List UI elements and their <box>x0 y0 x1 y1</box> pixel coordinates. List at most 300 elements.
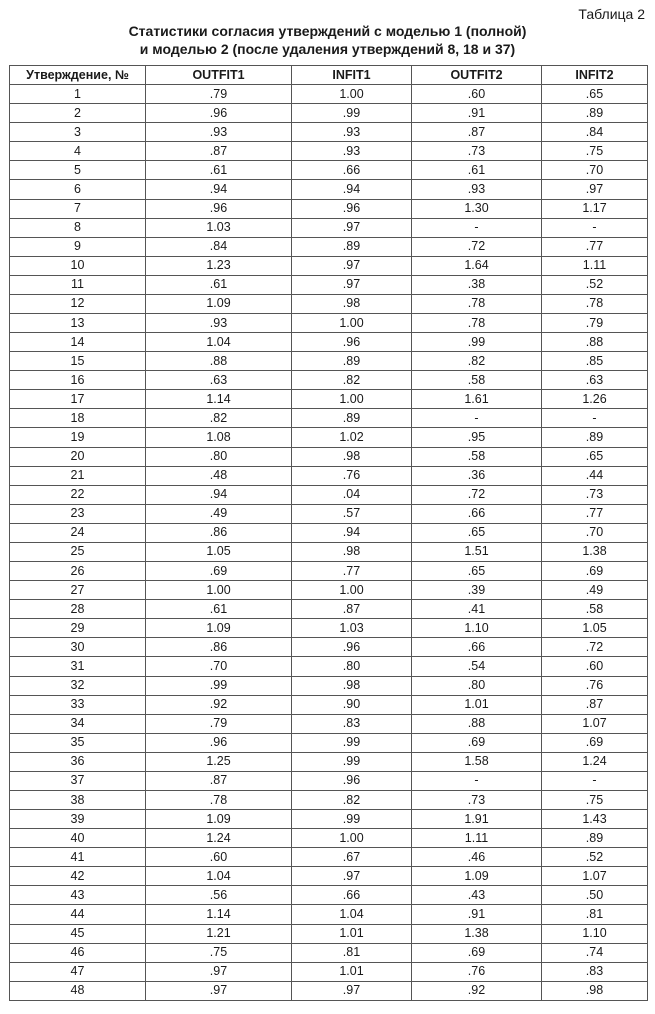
cell-outfit2: .69 <box>412 943 542 962</box>
cell-infit2: 1.07 <box>542 714 648 733</box>
cell-outfit1: .79 <box>146 714 292 733</box>
cell-item-number: 29 <box>10 619 146 638</box>
cell-outfit2: 1.91 <box>412 810 542 829</box>
cell-item-number: 27 <box>10 581 146 600</box>
cell-item-number: 28 <box>10 600 146 619</box>
table-row <box>10 714 648 733</box>
cell-infit1: .89 <box>292 409 412 428</box>
cell-infit2: .77 <box>542 504 648 523</box>
cell-item-number: 35 <box>10 733 146 752</box>
cell-outfit2: .36 <box>412 466 542 485</box>
cell-outfit1: 1.09 <box>146 294 292 313</box>
cell-outfit2: .87 <box>412 123 542 142</box>
cell-item-number: 24 <box>10 523 146 542</box>
cell-outfit2: 1.61 <box>412 390 542 409</box>
column-header-infit1: INFIT1 <box>292 66 412 85</box>
table-row <box>10 256 648 275</box>
cell-infit2: 1.26 <box>542 390 648 409</box>
cell-infit2: .69 <box>542 562 648 581</box>
cell-outfit2: .95 <box>412 428 542 447</box>
column-header-outfit2: OUTFIT2 <box>412 66 542 85</box>
cell-infit1: .76 <box>292 466 412 485</box>
cell-outfit1: .97 <box>146 981 292 1000</box>
cell-infit2: 1.05 <box>542 619 648 638</box>
cell-outfit2: 1.30 <box>412 199 542 218</box>
table-row <box>10 333 648 352</box>
table-row <box>10 104 648 123</box>
cell-outfit1: 1.04 <box>146 333 292 352</box>
cell-outfit2: 1.09 <box>412 867 542 886</box>
cell-item-number: 43 <box>10 886 146 905</box>
cell-infit1: .97 <box>292 867 412 886</box>
cell-infit1: .67 <box>292 848 412 867</box>
cell-infit1: .98 <box>292 676 412 695</box>
cell-outfit2: .78 <box>412 294 542 313</box>
cell-outfit1: .86 <box>146 523 292 542</box>
cell-infit1: .89 <box>292 352 412 371</box>
cell-outfit1: .63 <box>146 371 292 390</box>
cell-infit1: .87 <box>292 600 412 619</box>
cell-outfit1: .48 <box>146 466 292 485</box>
cell-infit2: 1.17 <box>542 199 648 218</box>
cell-infit2: .73 <box>542 485 648 504</box>
cell-outfit1: .88 <box>146 352 292 371</box>
cell-item-number: 34 <box>10 714 146 733</box>
cell-outfit2: .41 <box>412 600 542 619</box>
cell-infit2: .81 <box>542 905 648 924</box>
cell-infit1: 1.01 <box>292 924 412 943</box>
cell-outfit1: .75 <box>146 943 292 962</box>
table-label: Таблица 2 <box>578 6 645 22</box>
table-row <box>10 924 648 943</box>
table-row <box>10 562 648 581</box>
cell-infit2: .69 <box>542 733 648 752</box>
cell-outfit1: .49 <box>146 504 292 523</box>
table-row <box>10 981 648 1000</box>
cell-item-number: 46 <box>10 943 146 962</box>
cell-infit1: 1.04 <box>292 905 412 924</box>
cell-outfit2: .82 <box>412 352 542 371</box>
cell-infit1: .90 <box>292 695 412 714</box>
cell-infit1: .96 <box>292 333 412 352</box>
cell-outfit2: .66 <box>412 638 542 657</box>
cell-outfit2: .72 <box>412 237 542 256</box>
table-row <box>10 867 648 886</box>
table-row <box>10 810 648 829</box>
cell-infit1: .94 <box>292 523 412 542</box>
cell-infit2: 1.24 <box>542 752 648 771</box>
table-row <box>10 466 648 485</box>
cell-infit1: .98 <box>292 294 412 313</box>
cell-item-number: 37 <box>10 771 146 790</box>
cell-infit2: 1.07 <box>542 867 648 886</box>
cell-infit1: .82 <box>292 371 412 390</box>
cell-outfit2: 1.11 <box>412 829 542 848</box>
cell-item-number: 8 <box>10 218 146 237</box>
cell-item-number: 45 <box>10 924 146 943</box>
cell-infit2: .89 <box>542 428 648 447</box>
table-title <box>0 22 655 58</box>
table-row <box>10 905 648 924</box>
table-row <box>10 657 648 676</box>
cell-outfit2: .72 <box>412 485 542 504</box>
cell-outfit1: .60 <box>146 848 292 867</box>
cell-infit2: .78 <box>542 294 648 313</box>
cell-outfit2: .91 <box>412 104 542 123</box>
cell-infit2: .83 <box>542 962 648 981</box>
table-row <box>10 199 648 218</box>
cell-infit1: .98 <box>292 542 412 561</box>
cell-outfit2: .93 <box>412 180 542 199</box>
cell-item-number: 20 <box>10 447 146 466</box>
cell-outfit1: .86 <box>146 638 292 657</box>
cell-outfit1: .87 <box>146 771 292 790</box>
cell-item-number: 30 <box>10 638 146 657</box>
cell-infit1: .97 <box>292 981 412 1000</box>
cell-item-number: 47 <box>10 962 146 981</box>
cell-outfit1: .80 <box>146 447 292 466</box>
cell-infit1: .57 <box>292 504 412 523</box>
cell-outfit2: .58 <box>412 447 542 466</box>
cell-outfit2: .60 <box>412 85 542 104</box>
cell-infit1: 1.00 <box>292 390 412 409</box>
table-row <box>10 180 648 199</box>
cell-item-number: 32 <box>10 676 146 695</box>
cell-infit2: 1.43 <box>542 810 648 829</box>
cell-item-number: 1 <box>10 85 146 104</box>
cell-outfit2: 1.38 <box>412 924 542 943</box>
table-row <box>10 600 648 619</box>
cell-outfit1: 1.09 <box>146 619 292 638</box>
cell-outfit2: .65 <box>412 562 542 581</box>
cell-infit2: .75 <box>542 142 648 161</box>
cell-outfit2: .61 <box>412 161 542 180</box>
cell-item-number: 6 <box>10 180 146 199</box>
cell-infit1: .96 <box>292 638 412 657</box>
header-row <box>10 66 648 85</box>
cell-outfit2: .76 <box>412 962 542 981</box>
cell-item-number: 2 <box>10 104 146 123</box>
cell-item-number: 12 <box>10 294 146 313</box>
cell-outfit1: 1.04 <box>146 867 292 886</box>
table-row <box>10 695 648 714</box>
cell-outfit2: .38 <box>412 275 542 294</box>
cell-item-number: 33 <box>10 695 146 714</box>
cell-outfit1: 1.23 <box>146 256 292 275</box>
cell-item-number: 22 <box>10 485 146 504</box>
cell-infit2: .58 <box>542 600 648 619</box>
title-line-2: и моделью 2 (после удаления утверждений 8, 18 и 37) <box>139 41 516 57</box>
cell-item-number: 48 <box>10 981 146 1000</box>
cell-outfit2: .80 <box>412 676 542 695</box>
table-row <box>10 123 648 142</box>
cell-outfit1: .56 <box>146 886 292 905</box>
cell-outfit1: .96 <box>146 733 292 752</box>
cell-outfit2: .54 <box>412 657 542 676</box>
cell-infit1: .93 <box>292 123 412 142</box>
cell-outfit1: .92 <box>146 695 292 714</box>
cell-infit2: .65 <box>542 85 648 104</box>
table-row <box>10 504 648 523</box>
table-row <box>10 676 648 695</box>
cell-infit1: .99 <box>292 104 412 123</box>
cell-outfit1: .79 <box>146 85 292 104</box>
cell-infit2: .85 <box>542 352 648 371</box>
table-row <box>10 943 648 962</box>
cell-infit1: 1.02 <box>292 428 412 447</box>
table-row <box>10 733 648 752</box>
table-row <box>10 581 648 600</box>
cell-item-number: 41 <box>10 848 146 867</box>
cell-item-number: 14 <box>10 333 146 352</box>
table-row <box>10 218 648 237</box>
cell-infit1: .97 <box>292 275 412 294</box>
cell-outfit2: 1.64 <box>412 256 542 275</box>
cell-outfit1: .82 <box>146 409 292 428</box>
cell-outfit1: .97 <box>146 962 292 981</box>
table-row <box>10 523 648 542</box>
cell-outfit1: 1.08 <box>146 428 292 447</box>
cell-item-number: 40 <box>10 829 146 848</box>
cell-item-number: 25 <box>10 542 146 561</box>
cell-infit2: .70 <box>542 523 648 542</box>
cell-infit2: .77 <box>542 237 648 256</box>
cell-infit1: .99 <box>292 733 412 752</box>
cell-infit2: .52 <box>542 275 648 294</box>
cell-infit1: .66 <box>292 886 412 905</box>
cell-outfit2: 1.01 <box>412 695 542 714</box>
cell-infit2: 1.10 <box>542 924 648 943</box>
cell-outfit1: 1.09 <box>146 810 292 829</box>
cell-item-number: 7 <box>10 199 146 218</box>
cell-infit2: .65 <box>542 447 648 466</box>
cell-item-number: 10 <box>10 256 146 275</box>
column-header-item: Утверждение, № <box>10 66 146 85</box>
cell-infit1: .93 <box>292 142 412 161</box>
cell-infit2: .79 <box>542 314 648 333</box>
cell-item-number: 3 <box>10 123 146 142</box>
cell-infit1: .04 <box>292 485 412 504</box>
table-row <box>10 85 648 104</box>
cell-outfit2: .46 <box>412 848 542 867</box>
cell-item-number: 11 <box>10 275 146 294</box>
cell-infit2: 1.11 <box>542 256 648 275</box>
cell-item-number: 31 <box>10 657 146 676</box>
cell-outfit1: .87 <box>146 142 292 161</box>
cell-item-number: 5 <box>10 161 146 180</box>
cell-outfit1: 1.25 <box>146 752 292 771</box>
cell-infit1: .94 <box>292 180 412 199</box>
fit-statistics-table <box>9 65 648 1001</box>
cell-infit2: .76 <box>542 676 648 695</box>
cell-item-number: 9 <box>10 237 146 256</box>
cell-outfit1: 1.21 <box>146 924 292 943</box>
cell-infit2: .88 <box>542 333 648 352</box>
cell-infit1: 1.00 <box>292 829 412 848</box>
cell-infit2: - <box>542 771 648 790</box>
cell-infit1: .89 <box>292 237 412 256</box>
table-body <box>10 85 648 1001</box>
cell-item-number: 44 <box>10 905 146 924</box>
cell-outfit1: .96 <box>146 199 292 218</box>
cell-infit1: 1.00 <box>292 314 412 333</box>
column-header-infit2: INFIT2 <box>542 66 648 85</box>
cell-infit1: 1.03 <box>292 619 412 638</box>
cell-infit1: .82 <box>292 790 412 809</box>
cell-infit1: 1.00 <box>292 85 412 104</box>
column-header-outfit1: OUTFIT1 <box>146 66 292 85</box>
cell-infit2: .52 <box>542 848 648 867</box>
cell-infit2: - <box>542 218 648 237</box>
cell-infit1: .99 <box>292 810 412 829</box>
table-row <box>10 275 648 294</box>
cell-outfit2: 1.51 <box>412 542 542 561</box>
table-row <box>10 447 648 466</box>
table-row <box>10 962 648 981</box>
cell-infit2: .63 <box>542 371 648 390</box>
cell-outfit2: .65 <box>412 523 542 542</box>
cell-outfit2: - <box>412 409 542 428</box>
cell-infit1: .81 <box>292 943 412 962</box>
table-row <box>10 352 648 371</box>
cell-outfit2: - <box>412 771 542 790</box>
table-row <box>10 237 648 256</box>
cell-outfit1: .70 <box>146 657 292 676</box>
cell-outfit2: 1.58 <box>412 752 542 771</box>
cell-infit1: .77 <box>292 562 412 581</box>
cell-infit2: .49 <box>542 581 648 600</box>
table-row <box>10 790 648 809</box>
table-row <box>10 638 648 657</box>
cell-item-number: 4 <box>10 142 146 161</box>
table-row <box>10 771 648 790</box>
cell-outfit1: .78 <box>146 790 292 809</box>
cell-outfit1: .84 <box>146 237 292 256</box>
cell-outfit2: .88 <box>412 714 542 733</box>
cell-outfit1: 1.24 <box>146 829 292 848</box>
cell-item-number: 42 <box>10 867 146 886</box>
cell-infit2: .50 <box>542 886 648 905</box>
cell-infit1: .98 <box>292 447 412 466</box>
table-row <box>10 371 648 390</box>
cell-infit1: .80 <box>292 657 412 676</box>
cell-outfit1: 1.03 <box>146 218 292 237</box>
cell-item-number: 26 <box>10 562 146 581</box>
cell-outfit1: 1.05 <box>146 542 292 561</box>
cell-outfit2: .73 <box>412 790 542 809</box>
cell-item-number: 39 <box>10 810 146 829</box>
cell-outfit1: .93 <box>146 314 292 333</box>
cell-item-number: 16 <box>10 371 146 390</box>
cell-outfit1: .61 <box>146 600 292 619</box>
cell-outfit2: .66 <box>412 504 542 523</box>
cell-outfit1: .61 <box>146 275 292 294</box>
table-row <box>10 409 648 428</box>
cell-outfit2: .43 <box>412 886 542 905</box>
table-row <box>10 752 648 771</box>
cell-infit1: .99 <box>292 752 412 771</box>
cell-infit2: .84 <box>542 123 648 142</box>
cell-outfit2: .78 <box>412 314 542 333</box>
cell-outfit2: .99 <box>412 333 542 352</box>
table-row <box>10 142 648 161</box>
cell-infit1: .66 <box>292 161 412 180</box>
cell-infit1: 1.01 <box>292 962 412 981</box>
table-row <box>10 428 648 447</box>
cell-item-number: 17 <box>10 390 146 409</box>
cell-outfit1: .93 <box>146 123 292 142</box>
table-row <box>10 294 648 313</box>
cell-outfit2: .91 <box>412 905 542 924</box>
cell-outfit1: .94 <box>146 180 292 199</box>
cell-infit2: .74 <box>542 943 648 962</box>
cell-infit2: .70 <box>542 161 648 180</box>
cell-infit2: .72 <box>542 638 648 657</box>
cell-infit1: .96 <box>292 199 412 218</box>
cell-infit2: 1.38 <box>542 542 648 561</box>
cell-infit1: .83 <box>292 714 412 733</box>
cell-infit2: .97 <box>542 180 648 199</box>
cell-item-number: 13 <box>10 314 146 333</box>
cell-outfit1: .94 <box>146 485 292 504</box>
title-line-1: Статистики согласия утверждений с моделью 1 (полной) <box>128 23 527 39</box>
cell-outfit2: .39 <box>412 581 542 600</box>
cell-item-number: 15 <box>10 352 146 371</box>
cell-infit1: .97 <box>292 256 412 275</box>
cell-item-number: 23 <box>10 504 146 523</box>
table-row <box>10 314 648 333</box>
cell-infit2: .89 <box>542 829 648 848</box>
cell-outfit1: 1.00 <box>146 581 292 600</box>
table-row <box>10 886 648 905</box>
table-row <box>10 848 648 867</box>
cell-infit2: .44 <box>542 466 648 485</box>
cell-outfit2: .92 <box>412 981 542 1000</box>
cell-item-number: 19 <box>10 428 146 447</box>
cell-infit2: .89 <box>542 104 648 123</box>
cell-infit2: .60 <box>542 657 648 676</box>
cell-item-number: 21 <box>10 466 146 485</box>
cell-outfit1: 1.14 <box>146 905 292 924</box>
cell-outfit1: .61 <box>146 161 292 180</box>
cell-item-number: 18 <box>10 409 146 428</box>
table-row <box>10 542 648 561</box>
table-row <box>10 161 648 180</box>
cell-outfit1: .99 <box>146 676 292 695</box>
cell-infit2: .98 <box>542 981 648 1000</box>
cell-infit2: - <box>542 409 648 428</box>
table-row <box>10 485 648 504</box>
cell-outfit2: 1.10 <box>412 619 542 638</box>
cell-outfit2: .58 <box>412 371 542 390</box>
table-row <box>10 619 648 638</box>
cell-infit2: .87 <box>542 695 648 714</box>
cell-item-number: 38 <box>10 790 146 809</box>
cell-outfit2: .73 <box>412 142 542 161</box>
cell-outfit1: 1.14 <box>146 390 292 409</box>
cell-outfit2: .69 <box>412 733 542 752</box>
cell-item-number: 36 <box>10 752 146 771</box>
cell-infit2: .75 <box>542 790 648 809</box>
table-row <box>10 829 648 848</box>
cell-infit1: .96 <box>292 771 412 790</box>
cell-outfit1: .69 <box>146 562 292 581</box>
cell-outfit2: - <box>412 218 542 237</box>
cell-outfit1: .96 <box>146 104 292 123</box>
cell-infit1: 1.00 <box>292 581 412 600</box>
cell-infit1: .97 <box>292 218 412 237</box>
table-row <box>10 390 648 409</box>
